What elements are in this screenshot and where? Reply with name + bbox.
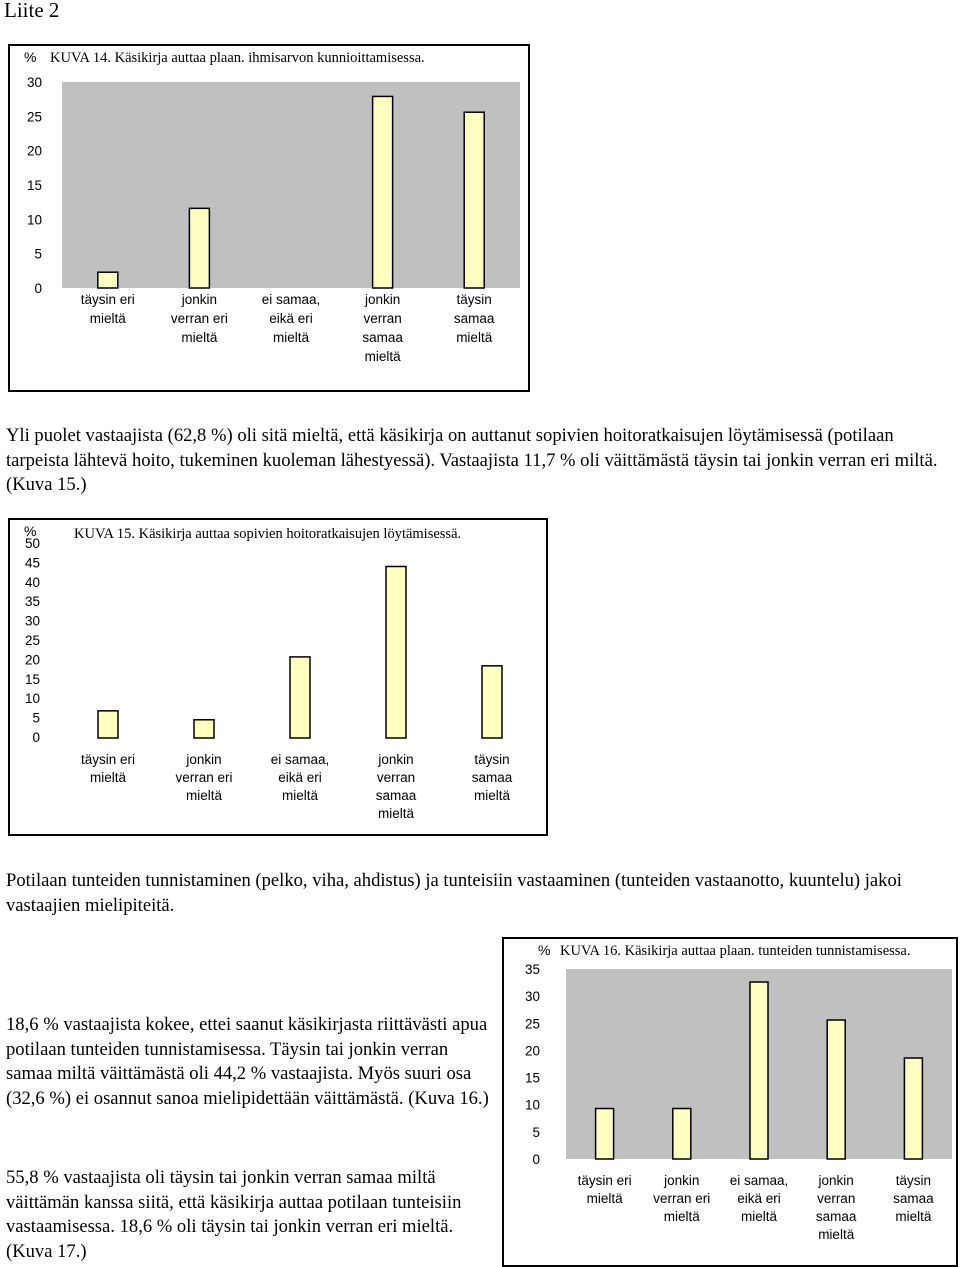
bar	[464, 112, 484, 288]
x-category-label: jonkin verran eri mieltä	[653, 1173, 711, 1224]
y-tick-label: 30	[524, 989, 540, 1005]
y-tick-label: 5	[34, 246, 42, 262]
x-category-label: täysin samaa mieltä	[471, 752, 513, 803]
y-tick-label: 0	[34, 281, 42, 296]
paragraph-1: Yli puolet vastaajista (62,8 %) oli sitä mieltä, että käsikirja on auttanut sopivien hoitoratkaisujen löytämisessä (potilaan tarpeista lähtevä hoito, tukeminen kuoleman lähestyessä). Vastaajista 11,7 % oli väittämästä täysin tai jonkin verran eri miltä. (Kuva 15.)	[6, 425, 938, 496]
y-tick-label: 20	[26, 143, 42, 159]
paragraph-3: 18,6 % vastaajista kokee, ettei saanut käsikirjasta riittävästi apua potilaan tunteiden tunnistamisessa. Täysin tai jonkin verran samaa miltä väittämästä oli 44,2 % vastaajista. Myös suuri osa (32,6 %) ei osannut sanoa mielipidettään väittämästä. (Kuva 16.)	[6, 1014, 489, 1109]
y-tick-label: 30	[26, 75, 42, 90]
chart-title: KUVA 14. Käsikirja auttaa plaan. ihmisarvon kunnioittamisessa.	[50, 50, 425, 66]
bar	[750, 982, 768, 1159]
bar	[194, 720, 214, 738]
y-tick-label: 45	[24, 555, 40, 571]
plot-area	[62, 82, 520, 288]
x-category-label: täysin samaa mieltä	[893, 1173, 934, 1224]
y-tick-label: 20	[24, 652, 40, 668]
chart-svg	[10, 520, 546, 834]
x-category-label: täysin samaa mieltä	[453, 292, 495, 345]
y-tick-label: 5	[532, 1124, 540, 1140]
x-category-label: jonkin verran samaa mieltä	[375, 752, 417, 821]
y-tick-label: 10	[524, 1097, 540, 1113]
chart-svg	[504, 939, 956, 1265]
bar	[290, 657, 310, 738]
chart-kuva-15	[8, 518, 548, 836]
y-tick-label: 0	[32, 730, 40, 745]
bar	[482, 666, 502, 738]
y-tick-label: 25	[24, 633, 40, 648]
chart-svg	[10, 46, 528, 390]
y-tick-label: 15	[24, 671, 40, 687]
bar	[373, 96, 393, 288]
bar	[673, 1109, 691, 1159]
chart-kuva-16	[502, 937, 958, 1267]
chart-title: KUVA 16. Käsikirja auttaa plaan. tunteiden tunnistamisessa.	[560, 943, 911, 959]
y-tick-label: 25	[524, 1016, 540, 1032]
y-tick-label: 30	[24, 613, 40, 629]
y-tick-label: 35	[24, 594, 40, 610]
x-category-label: jonkin verran eri mieltä	[175, 752, 233, 803]
y-unit-label: %	[24, 49, 37, 65]
bar	[98, 711, 118, 738]
bar	[827, 1020, 845, 1159]
bar	[189, 208, 209, 288]
y-tick-label: 35	[524, 962, 540, 977]
bar	[904, 1058, 922, 1159]
y-unit-label: %	[24, 523, 37, 539]
y-tick-label: 10	[26, 212, 42, 228]
chart-kuva-14	[8, 44, 530, 392]
bar	[386, 567, 406, 738]
page-header: Liite 2	[4, 0, 60, 22]
x-category-label: ei samaa, eikä eri mieltä	[729, 1173, 789, 1224]
y-tick-label: 0	[532, 1152, 540, 1167]
y-tick-label: 25	[26, 109, 42, 125]
x-category-label: jonkin verran samaa mieltä	[362, 292, 403, 364]
y-tick-label: 20	[524, 1043, 540, 1059]
paragraph-2: Potilaan tunteiden tunnistaminen (pelko, viha, ahdistus) ja tunteisiin vastaaminen (tunteiden vastaanotto, kuuntelu) jakoi vastaajien mielipiteitä.	[6, 870, 902, 916]
y-tick-label: 5	[32, 710, 40, 726]
y-tick-label: 40	[24, 574, 40, 590]
x-category-label: täysin eri mieltä	[577, 1173, 632, 1206]
bar	[596, 1109, 614, 1159]
x-category-label: täysin eri mieltä	[80, 292, 135, 326]
x-category-label: täysin eri mieltä	[80, 752, 136, 785]
y-tick-label: 10	[24, 691, 40, 707]
x-category-label: jonkin verran samaa mieltä	[815, 1173, 857, 1242]
bar	[98, 272, 118, 288]
y-tick-label: 15	[26, 178, 42, 193]
x-category-label: ei samaa, eikä eri mieltä	[270, 752, 330, 803]
y-tick-label: 50	[24, 536, 40, 551]
x-category-label: jonkin verran eri mieltä	[170, 292, 228, 345]
y-unit-label: %	[538, 942, 551, 958]
x-category-label: ei samaa, eikä eri mieltä	[261, 292, 321, 345]
chart-title: KUVA 15. Käsikirja auttaa sopivien hoitoratkaisujen löytämisessä.	[74, 526, 462, 542]
paragraph-4: 55,8 % vastaajista oli täysin tai jonkin verran samaa miltä väittämän kanssa siitä, että käsikirja auttaa potilaan tunteisiin vastaamisessa. 18,6 % oli täysin tai jonkin verran eri mieltä. (Kuva 17.)	[6, 1167, 462, 1262]
y-tick-label: 15	[524, 1070, 540, 1086]
